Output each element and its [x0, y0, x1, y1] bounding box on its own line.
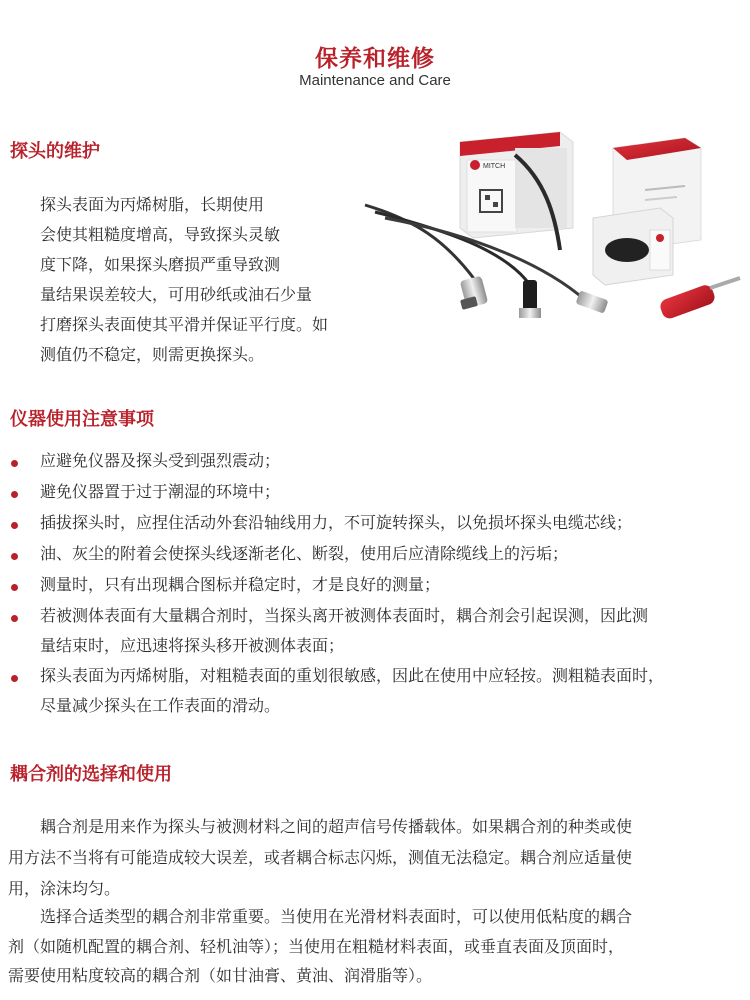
probe-sensor-icon — [576, 290, 609, 313]
page-title-en: Maintenance and Care — [299, 72, 451, 89]
paragraph-line: 选择合适类型的耦合剂非常重要。当使用在光滑材料表面时，可以使用低粘度的耦合 — [40, 907, 633, 926]
bullet-dot-icon — [11, 491, 18, 498]
paragraph-line: 用方法不当将有可能造成较大误差，或者耦合标志闪烁，测值无法稳定。耦合剂应适量使 — [8, 848, 633, 867]
bullet-dot-icon — [11, 584, 18, 591]
probe-box-icon — [593, 208, 673, 285]
bullet-dot-icon — [11, 460, 18, 467]
paragraph-line: 会使其粗糙度增高，导致探头灵敏 — [40, 225, 281, 244]
section-heading-couplant: 耦合剂的选择和使用 — [10, 764, 172, 785]
screwdriver-icon — [658, 278, 740, 321]
bullet-dot-icon — [11, 553, 18, 560]
page-title-cn: 保养和维修 — [315, 46, 435, 72]
probe-sensor-icon — [460, 276, 488, 310]
section-heading-probe-care: 探头的维护 — [10, 141, 100, 162]
paragraph-line: 测值仍不稳定，则需更换探头。 — [40, 345, 265, 364]
bullet-dot-icon — [11, 615, 18, 622]
paragraph-line: 耦合剂是用来作为探头与被测材料之间的超声信号传播载体。如果耦合剂的种类或使 — [40, 817, 633, 836]
paragraph-line: 打磨探头表面使其平滑并保证平行度。如 — [40, 315, 329, 334]
paragraph-line: 剂（如随机配置的耦合剂、轻机油等）；当使用在粗糙材料表面，或垂直表面及顶面时， — [8, 937, 625, 956]
paragraph-line: 用，涂沫均匀。 — [8, 879, 121, 898]
bullet-dot-icon — [11, 522, 18, 529]
probe-product-photo — [355, 120, 750, 350]
paragraph-line: 探头表面为丙烯树脂，长期使用 — [40, 195, 265, 214]
svg-text:MITCH: MITCH — [483, 163, 506, 170]
section-heading-usage: 仪器使用注意事项 — [10, 409, 154, 430]
paragraph-line: 量结果误差较大，可用砂纸或油石少量 — [40, 285, 313, 304]
bullet-dot-icon — [11, 675, 18, 682]
paragraph-line: 度下降，如果探头磨损严重导致测 — [40, 255, 281, 274]
probe-sensor-icon — [519, 280, 541, 318]
paragraph-line: 需要使用粘度较高的耦合剂（如甘油膏、黄油、润滑脂等）。 — [8, 966, 433, 985]
